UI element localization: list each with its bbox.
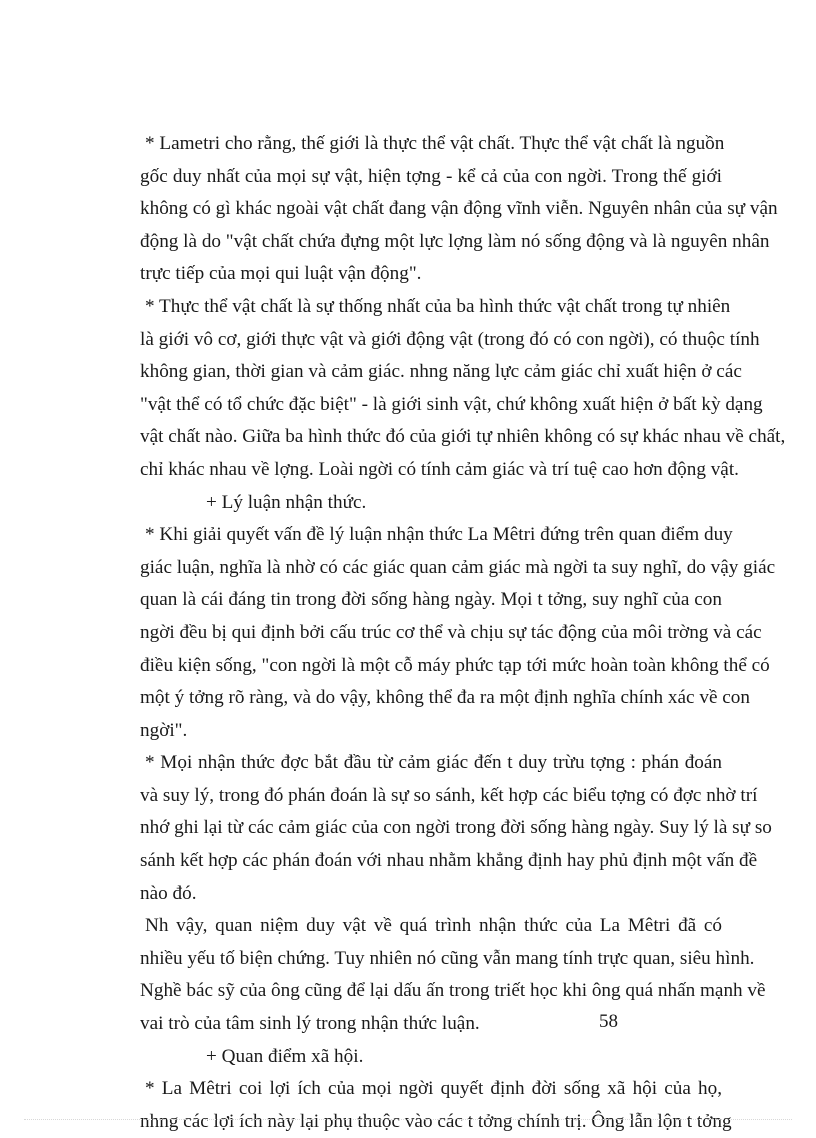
text-line: "vật thể có tổ chức đặc biệt" - là giới sinh vật, chứ không xuất hiện ở bất kỳ dạng bbox=[140, 393, 763, 415]
text-line: vai trò của tâm sinh lý trong nhận thức luận. bbox=[140, 1013, 480, 1035]
text-line: động là do "vật chất chứa đựng một lực lợng làm nó sống động và là nguyên nhân bbox=[140, 230, 770, 252]
paragraph bbox=[140, 1073, 732, 1138]
text-line: chỉ khác nhau về lợng. Loài ngời có tính cảm giác và trí tuệ cao hơn động vật. bbox=[140, 458, 739, 480]
text-line: sánh kết hợp các phán đoán với nhau nhằm khẳng định hay phủ định một vấn đề bbox=[140, 850, 758, 872]
text-line: vật chất nào. Giữa ba hình thức đó của giới tự nhiên không có sự khác nhau về chất, bbox=[140, 426, 786, 448]
text-line: không có gì khác ngoài vật chất đang vận động vĩnh viễn. Nguyên nhân của sự vận bbox=[140, 198, 778, 220]
text-line: Nghề bác sỹ của ông cũng để lại dấu ấn trong triết học khi ông quá nhấn mạnh về bbox=[140, 980, 766, 1002]
text-line: * La Mêtri coi lợi ích của mọi ngời quyết định đời sống xã hội của họ, bbox=[145, 1078, 722, 1100]
page-bottom-divider bbox=[24, 1119, 792, 1120]
paragraph bbox=[140, 519, 776, 747]
section-heading: + Lý luận nhận thức. bbox=[206, 491, 367, 513]
text-line: giác luận, nghĩa là nhờ có các giác quan cảm giác mà ngời ta suy nghĩ, do vậy giác bbox=[140, 556, 776, 578]
paragraph bbox=[140, 128, 778, 291]
text-line: nhớ ghi lại từ các cảm giác của con ngời trong đời sống hàng ngày. Suy lý là sự so bbox=[140, 817, 772, 839]
body-text bbox=[140, 128, 786, 1138]
paragraph bbox=[140, 910, 766, 1040]
text-line: là giới vô cơ, giới thực vật và giới động vật (trong đó có con ngời), có thuộc tính bbox=[140, 328, 760, 350]
text-line: * Khi giải quyết vấn đề lý luận nhận thức La Mêtri đứng trên quan điểm duy bbox=[145, 524, 733, 546]
text-line: ngời đều bị qui định bởi cấu trúc cơ thể và chịu sự tác động của môi trờng và các bbox=[140, 621, 762, 643]
text-line: quan là cái đáng tin trong đời sống hàng ngày. Mọi t tởng, suy nghĩ của con bbox=[140, 589, 722, 611]
paragraph bbox=[140, 747, 772, 910]
text-line: nhiều yếu tố biện chứng. Tuy nhiên nó cũng vẫn mang tính trực quan, siêu hình. bbox=[140, 947, 755, 969]
text-line: * Mọi nhận thức đợc bắt đầu từ cảm giác đến t duy trừu tợng : phán đoán bbox=[145, 752, 722, 774]
page-number: 58 bbox=[599, 1011, 618, 1032]
section-heading: + Quan điểm xã hội. bbox=[206, 1045, 364, 1067]
text-line: gốc duy nhất của mọi sự vật, hiện tợng - kể cả của con ngời. Trong thế giới bbox=[140, 165, 722, 187]
text-line: nhng các lợi ích này lại phụ thuộc vào các t tởng chính trị. Ông lẫn lộn t tởng bbox=[140, 1110, 732, 1132]
text-line: và suy lý, trong đó phán đoán là sự so sánh, kết hợp các biểu tợng có đợc nhờ trí bbox=[140, 784, 758, 806]
text-line: Nh vậy, quan niệm duy vật về quá trình nhận thức của La Mêtri đã có bbox=[145, 915, 722, 937]
text-line: không gian, thời gian và cảm giác. nhng năng lực cảm giác chỉ xuất hiện ở các bbox=[140, 361, 742, 383]
text-line: ngời". bbox=[140, 719, 188, 741]
text-line: điều kiện sống, "con ngời là một cỗ máy phức tạp tới mức hoàn toàn không thể có bbox=[140, 654, 770, 676]
text-line: một ý tởng rõ ràng, và do vậy, không thể đa ra một định nghĩa chính xác về con bbox=[140, 687, 750, 709]
text-line: * Lametri cho rằng, thế giới là thực thể vật chất. Thực thể vật chất là nguồn bbox=[145, 133, 725, 154]
text-line: trực tiếp của mọi qui luật vận động". bbox=[140, 263, 422, 285]
text-line: * Thực thể vật chất là sự thống nhất của ba hình thức vật chất trong tự nhiên bbox=[145, 295, 731, 317]
text-line: nào đó. bbox=[140, 882, 197, 904]
paragraph bbox=[140, 291, 786, 487]
